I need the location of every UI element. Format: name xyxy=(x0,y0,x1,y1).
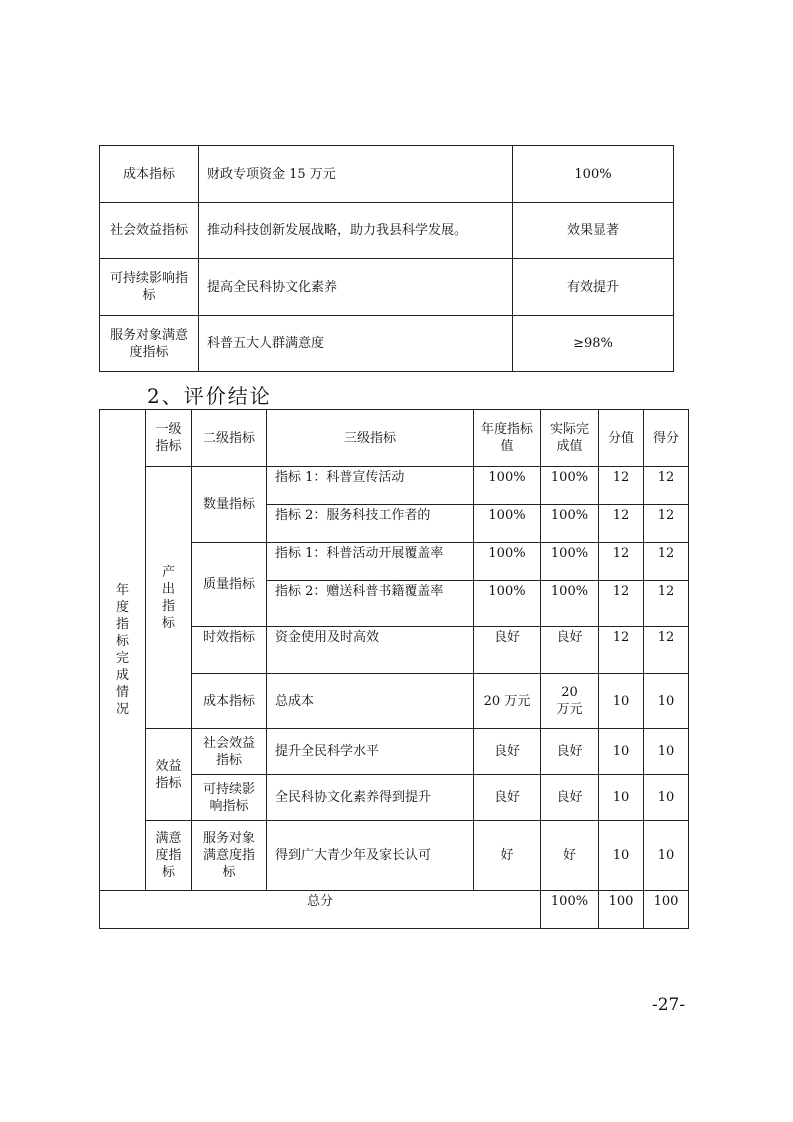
value-cell: 12 xyxy=(599,543,644,581)
row-label: 可持续影响指标 xyxy=(100,259,199,316)
target-cell: 100% xyxy=(474,543,541,581)
actual-cell: 良好 xyxy=(541,775,599,821)
row-content: 财政专项资金 15 万元 xyxy=(199,146,513,203)
indicator-cell: 资金使用及时高效 xyxy=(267,627,474,674)
row-header: 年度指标完成情况 xyxy=(115,583,129,717)
value-cell: 10 xyxy=(599,674,644,729)
table-row xyxy=(100,316,674,372)
actual-cell: 20 万元 xyxy=(556,685,583,717)
indicator-cell: 得到广大青少年及家长认可 xyxy=(267,821,474,891)
header-level3: 三级指标 xyxy=(267,410,474,467)
table-row xyxy=(100,821,689,891)
sub-timeliness: 时效指标 xyxy=(192,627,267,674)
score-cell: 10 xyxy=(644,729,689,775)
score-cell: 12 xyxy=(644,467,689,505)
sub-quality: 质量指标 xyxy=(192,543,267,627)
actual-cell: 良好 xyxy=(541,627,599,674)
total-label: 总分 xyxy=(100,891,541,929)
row-content: 提高全民科协文化素养 xyxy=(199,259,513,316)
indicator-cell: 全民科协文化素养得到提升 xyxy=(267,775,474,821)
total-actual: 100% xyxy=(541,891,599,929)
row-label: 社会效益指标 xyxy=(100,203,199,259)
value-cell: 10 xyxy=(599,821,644,891)
actual-cell: 好 xyxy=(541,821,599,891)
row-label: 服务对象满意度指标 xyxy=(100,316,199,372)
sub-social: 社会效益指标 xyxy=(202,735,255,768)
table-row xyxy=(100,467,689,505)
value-cell: 10 xyxy=(599,775,644,821)
score-cell: 12 xyxy=(644,627,689,674)
value-cell: 12 xyxy=(599,581,644,627)
target-cell: 100% xyxy=(474,581,541,627)
actual-cell: 100% xyxy=(541,543,599,581)
score-cell: 10 xyxy=(644,775,689,821)
indicator-cell: 总成本 xyxy=(267,674,474,729)
indicator-cell: 指标 2：赠送科普书籍覆盖率 xyxy=(267,581,474,627)
target-cell: 良好 xyxy=(474,729,541,775)
header-actual: 实际完成值 xyxy=(541,410,599,467)
value-cell: 12 xyxy=(599,627,644,674)
actual-cell: 100% xyxy=(541,581,599,627)
score-cell: 12 xyxy=(644,543,689,581)
score-cell: 12 xyxy=(644,581,689,627)
sub-quantity: 数量指标 xyxy=(192,467,267,543)
row-value: 有效提升 xyxy=(513,259,674,316)
table-row xyxy=(100,146,674,203)
table-row xyxy=(100,203,674,259)
value-cell: 12 xyxy=(599,505,644,543)
sub-cost: 成本指标 xyxy=(192,674,267,729)
target-cell: 20 万元 xyxy=(474,674,541,729)
row-label: 成本指标 xyxy=(100,146,199,203)
header-score-value: 分值 xyxy=(599,410,644,467)
header-level2: 二级指标 xyxy=(192,410,267,467)
row-content: 科普五大人群满意度 xyxy=(199,316,513,372)
header-score: 得分 xyxy=(644,410,689,467)
evaluation-table xyxy=(99,409,689,929)
group-satisfaction: 满意度指标 xyxy=(155,831,182,880)
indicator-cell: 提升全民科学水平 xyxy=(267,729,474,775)
actual-cell: 良好 xyxy=(541,729,599,775)
indicator-cell: 指标 1：科普宣传活动 xyxy=(267,467,474,505)
total-score: 100 xyxy=(644,891,689,929)
row-value: 效果显著 xyxy=(513,203,674,259)
row-value: 100% xyxy=(513,146,674,203)
indicator-cell: 指标 1：科普活动开展覆盖率 xyxy=(267,543,474,581)
row-content: 推动科技创新发展战略，助力我县科学发展。 xyxy=(199,203,513,259)
row-value: ≥98% xyxy=(513,316,674,372)
target-cell: 100% xyxy=(474,505,541,543)
indicator-cell: 指标 2：服务科技工作者的 xyxy=(267,505,474,543)
target-cell: 100% xyxy=(474,467,541,505)
actual-cell: 100% xyxy=(541,505,599,543)
section-heading: 2、评价结论 xyxy=(147,384,272,408)
table-row xyxy=(100,259,674,316)
score-cell: 10 xyxy=(644,821,689,891)
actual-cell: 100% xyxy=(541,467,599,505)
total-value: 100 xyxy=(599,891,644,929)
header-level1: 一级指标 xyxy=(146,410,192,467)
group-benefit: 效益指标 xyxy=(155,758,182,791)
target-cell: 良好 xyxy=(474,627,541,674)
value-cell: 12 xyxy=(599,467,644,505)
value-cell: 10 xyxy=(599,729,644,775)
target-cell: 良好 xyxy=(474,775,541,821)
sub-sustain: 可持续影响指标 xyxy=(202,781,255,814)
header-row xyxy=(100,410,689,467)
score-cell: 12 xyxy=(644,505,689,543)
header-target: 年度指标值 xyxy=(474,410,541,467)
score-cell: 10 xyxy=(644,674,689,729)
indicator-table xyxy=(99,145,674,372)
sub-service: 服务对象满意度指标 xyxy=(202,831,255,880)
page-number: -27- xyxy=(652,995,686,1015)
group-output: 产出指标 xyxy=(161,564,175,631)
total-row xyxy=(100,891,689,929)
target-cell: 好 xyxy=(474,821,541,891)
table-row xyxy=(100,729,689,775)
